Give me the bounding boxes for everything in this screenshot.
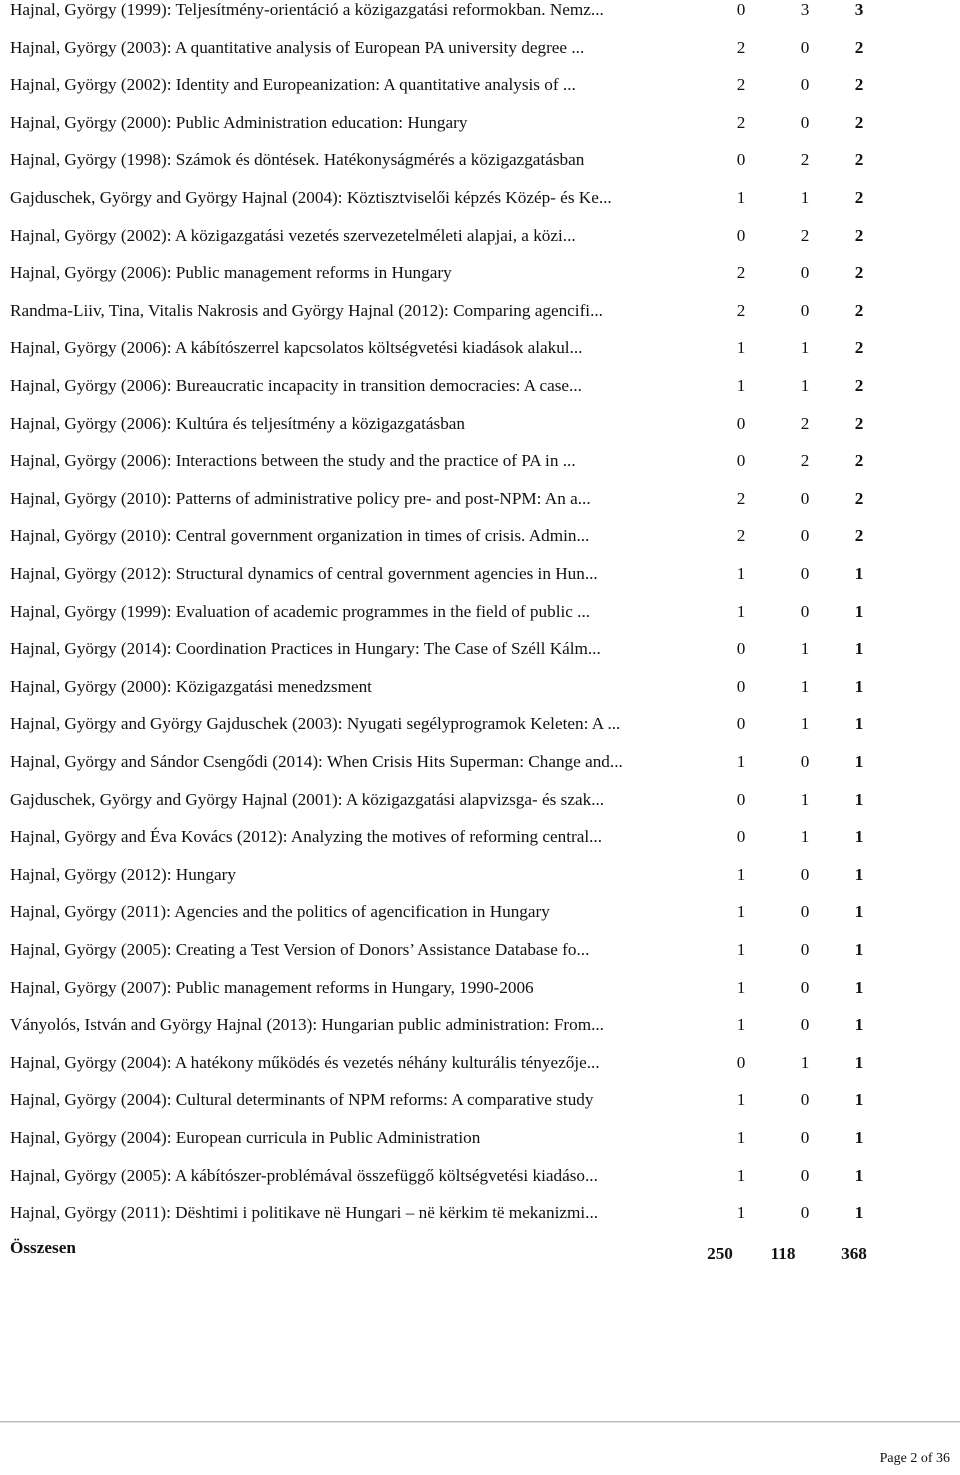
row-col-1: 1 xyxy=(736,1090,746,1110)
row-title: Hajnal, György (2007): Public management reforms in Hungary, 1990-2006 xyxy=(10,977,534,997)
row-title: Hajnal, György (2006): Bureaucratic incapacity in transition democracies: A case... xyxy=(10,376,582,395)
row-col-2: 2 xyxy=(800,451,810,471)
row-col-1: 2 xyxy=(736,526,746,546)
row-col-1: 0 xyxy=(736,451,746,471)
table-row xyxy=(0,263,960,301)
row-col-2: 0 xyxy=(800,601,810,621)
table-row xyxy=(0,414,960,452)
row-col-1: 1 xyxy=(736,752,746,771)
row-col-1: 0 xyxy=(736,413,746,433)
table-row xyxy=(0,978,960,1016)
row-col-2: 1 xyxy=(800,827,810,847)
row-col-1: 0 xyxy=(736,0,746,19)
row-col-1: 1 xyxy=(736,864,746,884)
row-col-2: 0 xyxy=(800,940,810,959)
row-title: Hajnal, György (2012): Hungary xyxy=(10,864,236,884)
row-col-2: 0 xyxy=(800,1128,810,1147)
row-col-2: 1 xyxy=(800,1052,810,1072)
row-title: Hajnal, György (2000): Public Administration education: Hungary xyxy=(10,112,468,132)
row-col-2: 2 xyxy=(800,225,810,245)
row-total: 1 xyxy=(854,601,864,621)
row-col-1: 2 xyxy=(736,37,746,57)
row-col-1: 1 xyxy=(736,1015,746,1035)
row-total: 2 xyxy=(854,225,864,245)
row-title: Hajnal, György (1998): Számok és döntések. Hatékonyságmérés a közigazgatásban xyxy=(10,150,585,170)
row-col-1: 0 xyxy=(736,676,746,696)
totals-col-3: 368 xyxy=(841,1244,867,1263)
row-col-2: 0 xyxy=(800,112,810,132)
row-total: 2 xyxy=(854,112,864,132)
row-total: 1 xyxy=(854,1203,864,1223)
row-col-1: 2 xyxy=(736,488,746,508)
row-total: 1 xyxy=(854,714,864,734)
row-title: Hajnal, György (2005): A kábítószer-problémával összefüggő költségvetési kiadáso... xyxy=(10,1165,598,1185)
row-col-1: 0 xyxy=(736,827,746,847)
row-title: Gajduschek, György and György Hajnal (2001): A közigazgatási alapvizsga- és szak... xyxy=(10,789,605,809)
row-col-2: 0 xyxy=(800,1090,810,1110)
table-row xyxy=(0,1090,960,1128)
row-total: 1 xyxy=(854,1128,864,1147)
table-row xyxy=(0,526,960,564)
row-title: Randma-Liiv, Tina, Vitalis Nakrosis and György Hajnal (2012): Comparing agencifi... xyxy=(10,300,603,320)
row-title: Hajnal, György (2011): Agencies and the politics of agencification in Hungary xyxy=(10,902,550,922)
table-row xyxy=(0,639,960,677)
row-title: Hajnal, György (2011): Dështimi i politikave në Hungari – në kërkim të mekanizmi... xyxy=(10,1203,599,1223)
row-title: Hajnal, György (2003): A quantitative analysis of European PA university degree ... xyxy=(10,37,585,57)
row-col-2: 0 xyxy=(800,300,810,320)
row-col-2: 0 xyxy=(800,1203,810,1223)
row-col-2: 0 xyxy=(800,752,810,771)
row-total: 1 xyxy=(854,902,864,922)
row-total: 1 xyxy=(854,977,864,997)
table-row xyxy=(0,714,960,752)
table-row xyxy=(0,38,960,76)
row-total: 2 xyxy=(854,75,864,95)
table-row xyxy=(0,0,960,38)
table-row xyxy=(0,150,960,188)
row-total: 1 xyxy=(854,676,864,696)
table-row xyxy=(0,677,960,715)
row-title: Hajnal, György (2004): A hatékony működés és vezetés néhány kulturális tényezője... xyxy=(10,1052,600,1072)
totals-label: Összesen xyxy=(10,1238,76,1257)
row-col-2: 0 xyxy=(800,488,810,508)
row-title: Hajnal, György (2004): European curricula in Public Administration xyxy=(10,1128,481,1147)
row-col-1: 0 xyxy=(736,639,746,659)
table-row xyxy=(0,865,960,903)
row-total: 1 xyxy=(854,639,864,659)
row-col-1: 1 xyxy=(736,1203,746,1223)
row-col-2: 1 xyxy=(800,639,810,659)
row-col-2: 1 xyxy=(800,338,810,358)
table-row xyxy=(0,451,960,489)
row-title: Hajnal, György (2010): Central government organization in times of crisis. Admin... xyxy=(10,526,590,546)
row-title: Hajnal, György (2002): Identity and Europeanization: A quantitative analysis of ... xyxy=(10,75,576,95)
row-col-2: 0 xyxy=(800,864,810,884)
row-col-2: 2 xyxy=(800,150,810,170)
row-col-2: 0 xyxy=(800,263,810,283)
row-col-1: 1 xyxy=(736,376,746,395)
row-total: 2 xyxy=(854,300,864,320)
row-title: Hajnal, György (2012): Structural dynamics of central government agencies in Hun... xyxy=(10,564,598,583)
row-col-2: 2 xyxy=(800,413,810,433)
page-number: Page 2 of 36 xyxy=(879,1451,950,1466)
row-col-1: 0 xyxy=(736,150,746,170)
row-col-1: 1 xyxy=(736,601,746,621)
totals-row xyxy=(0,1238,960,1268)
row-title: Hajnal, György (2006): A kábítószerrel kapcsolatos költségvetési kiadások alakul... xyxy=(10,338,583,358)
table-row xyxy=(0,188,960,226)
row-total: 1 xyxy=(854,940,864,959)
row-col-2: 1 xyxy=(800,188,810,207)
row-title: Gajduschek, György and György Hajnal (2004): Köztisztviselői képzés Közép- és Ke... xyxy=(10,188,612,207)
row-col-2: 1 xyxy=(800,376,810,395)
row-col-1: 0 xyxy=(736,714,746,734)
row-col-1: 0 xyxy=(736,789,746,809)
row-total: 2 xyxy=(854,188,864,207)
totals-col-1: 250 xyxy=(707,1244,733,1263)
row-col-1: 1 xyxy=(736,1165,746,1185)
row-total: 2 xyxy=(854,413,864,433)
row-col-2: 1 xyxy=(800,676,810,696)
table-row xyxy=(0,602,960,640)
row-total: 1 xyxy=(854,1090,864,1110)
row-col-2: 0 xyxy=(800,564,810,583)
row-col-1: 2 xyxy=(736,75,746,95)
row-total: 1 xyxy=(854,789,864,809)
row-title: Hajnal, György and Sándor Csengődi (2014): When Crisis Hits Superman: Change and... xyxy=(10,752,623,771)
table-row xyxy=(0,902,960,940)
row-col-1: 2 xyxy=(736,112,746,132)
row-title: Hajnal, György (2006): Kultúra és teljesítmény a közigazgatásban xyxy=(10,413,466,433)
row-total: 1 xyxy=(854,864,864,884)
row-title: Hajnal, György and György Gajduschek (2003): Nyugati segélyprogramok Keleten: A ... xyxy=(10,714,621,734)
table-row xyxy=(0,827,960,865)
table-row xyxy=(0,1166,960,1204)
row-title: Hajnal, György and Éva Kovács (2012): Analyzing the motives of reforming central... xyxy=(10,827,603,847)
table-row xyxy=(0,1203,960,1241)
row-title: Hajnal, György (2006): Public management reforms in Hungary xyxy=(10,263,452,283)
table-row xyxy=(0,940,960,978)
row-col-1: 2 xyxy=(736,300,746,320)
row-col-1: 1 xyxy=(736,338,746,358)
row-title: Hajnal, György (2010): Patterns of administrative policy pre- and post-NPM: An a... xyxy=(10,488,591,508)
row-total: 2 xyxy=(854,263,864,283)
row-total: 1 xyxy=(854,564,864,583)
row-total: 3 xyxy=(854,0,864,19)
row-col-2: 1 xyxy=(800,714,810,734)
row-col-1: 1 xyxy=(736,564,746,583)
table-row xyxy=(0,376,960,414)
table-row xyxy=(0,790,960,828)
row-title: Hajnal, György (2000): Közigazgatási menedzsment xyxy=(10,676,372,696)
row-total: 1 xyxy=(854,752,864,771)
row-col-2: 0 xyxy=(800,977,810,997)
table-row xyxy=(0,1053,960,1091)
row-total: 1 xyxy=(854,1015,864,1035)
row-title: Hajnal, György (2006): Interactions between the study and the practice of PA in ... xyxy=(10,451,576,471)
footer-divider xyxy=(0,1421,960,1423)
table-row xyxy=(0,301,960,339)
totals-col-2: 118 xyxy=(770,1244,796,1263)
row-title: Hajnal, György (1999): Evaluation of academic programmes in the field of public ... xyxy=(10,601,591,621)
row-total: 2 xyxy=(854,150,864,170)
row-col-2: 1 xyxy=(800,789,810,809)
table-row xyxy=(0,564,960,602)
row-col-2: 0 xyxy=(800,526,810,546)
row-total: 2 xyxy=(854,451,864,471)
row-col-2: 0 xyxy=(800,1165,810,1185)
table-row xyxy=(0,75,960,113)
row-col-1: 1 xyxy=(736,188,746,207)
row-total: 2 xyxy=(854,338,864,358)
row-total: 1 xyxy=(854,827,864,847)
row-title: Hajnal, György (1999): Teljesítmény-orientáció a közigazgatási reformokban. Nemz... xyxy=(10,0,604,19)
row-col-1: 0 xyxy=(736,225,746,245)
row-title: Hajnal, György (2004): Cultural determinants of NPM reforms: A comparative study xyxy=(10,1090,594,1110)
row-total: 1 xyxy=(854,1165,864,1185)
row-col-2: 0 xyxy=(800,902,810,922)
row-col-2: 0 xyxy=(800,75,810,95)
table-row xyxy=(0,338,960,376)
row-col-1: 1 xyxy=(736,902,746,922)
table-row xyxy=(0,1128,960,1166)
row-total: 2 xyxy=(854,37,864,57)
row-title: Ványolós, István and György Hajnal (2013): Hungarian public administration: From... xyxy=(10,1015,604,1035)
row-total: 1 xyxy=(854,1052,864,1072)
table-row xyxy=(0,113,960,151)
row-total: 2 xyxy=(854,376,864,395)
row-col-2: 3 xyxy=(800,0,810,19)
row-col-2: 0 xyxy=(800,1015,810,1035)
table-row xyxy=(0,752,960,790)
row-col-1: 1 xyxy=(736,977,746,997)
table-row xyxy=(0,1015,960,1053)
row-total: 2 xyxy=(854,526,864,546)
table-row xyxy=(0,489,960,527)
row-col-1: 0 xyxy=(736,1052,746,1072)
row-title: Hajnal, György (2005): Creating a Test Version of Donors’ Assistance Database fo... xyxy=(10,940,590,959)
row-col-1: 1 xyxy=(736,940,746,959)
table-row xyxy=(0,226,960,264)
row-col-1: 2 xyxy=(736,263,746,283)
row-col-2: 0 xyxy=(800,37,810,57)
row-total: 2 xyxy=(854,488,864,508)
row-col-1: 1 xyxy=(736,1128,746,1147)
row-title: Hajnal, György (2014): Coordination Practices in Hungary: The Case of Széll Kálm... xyxy=(10,639,601,659)
row-title: Hajnal, György (2002): A közigazgatási vezetés szervezetelméleti alapjai, a közi... xyxy=(10,225,576,245)
